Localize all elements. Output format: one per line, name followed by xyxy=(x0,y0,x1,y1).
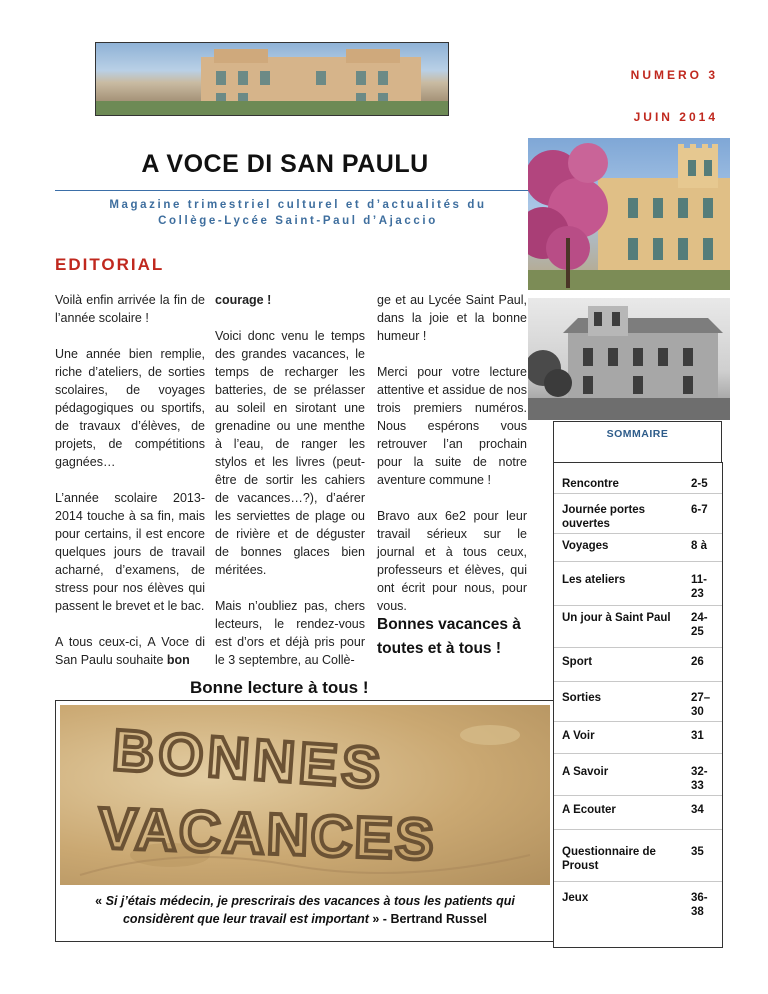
editorial-heading: EDITORIAL xyxy=(55,255,165,274)
caption-close: » - xyxy=(368,912,391,926)
sommaire-title: SOMMAIRE xyxy=(606,428,669,440)
sommaire-header-box xyxy=(553,421,722,463)
toc-page: 34 xyxy=(691,804,704,816)
toc-divider xyxy=(554,881,722,882)
photo-caption xyxy=(68,892,542,928)
toc-label: A Voir xyxy=(562,730,595,742)
bonne-lecture-heading: Bonne lecture à tous ! xyxy=(190,678,369,697)
editorial-column-1 xyxy=(55,291,205,669)
col3-paragraph-1: ge et au Lycée Saint Paul, dans la joie et la bonne humeur ! xyxy=(377,293,527,343)
col1-paragraph-4 xyxy=(55,633,205,669)
editorial-column-2 xyxy=(215,291,365,669)
col1-paragraph-1: Voilà enfin arrivée la fin de l’année scolaire ! xyxy=(55,293,205,325)
toc-divider xyxy=(554,561,722,562)
toc-label: Questionnaire de Proust xyxy=(562,846,656,872)
caption-quote: Si j’étais médecin, je prescrirais des vacances à tous les patients qui considèrent que leur travail est important xyxy=(105,894,515,926)
historic-photo xyxy=(528,298,730,420)
editorial-column-3 xyxy=(377,291,527,615)
toc-page: 27–30 xyxy=(691,692,711,718)
bonnes-vacances-closing: Bonnes vacances à toutes et à tous ! xyxy=(377,616,521,657)
col2-paragraph-2: Voici donc venu le temps des grandes vacances, le temps de recharger les batteries, de se prélasser au soleil en sirotant une grenadine ou une menthe à l’eau, de ranger les stylos et les livres (peut-être de sortir les cahiers de vacances…?), d’aérer les serviettes de plage ou de rivière et de déguster de bonnes glaces bien méritées. xyxy=(215,329,365,577)
toc-label: Journée portes ouvertes xyxy=(562,504,646,530)
toc-page: 8 à xyxy=(691,540,707,552)
toc-page: 36-38 xyxy=(691,892,708,918)
sand-photo xyxy=(60,705,550,885)
col1-paragraph-2: Une année bien remplie, riche d’ateliers, de sorties scolaires, de voyages pédagogiques ou sportifs, de travaux d’élèves, de projets, de compétitions gagnées… xyxy=(55,347,205,469)
subtitle-line-2: Collège-Lycée Saint-Paul d’Ajaccio xyxy=(158,215,438,227)
toc-divider xyxy=(554,681,722,682)
toc-page: 24-25 xyxy=(691,612,708,638)
magazine-subtitle xyxy=(58,197,538,229)
toc-label: A Ecouter xyxy=(562,804,616,816)
toc-label: Sorties xyxy=(562,692,601,704)
caption-open-quote: « xyxy=(95,894,106,908)
issue-date: JUIN 2014 xyxy=(633,110,718,124)
col2-paragraph-3: Mais n’oubliez pas, chers lecteurs, le rendez-vous est d’ors et déjà pris pour le 3 septembre, au Collè- xyxy=(215,599,365,667)
toc-page: 32-33 xyxy=(691,766,708,792)
col1-p4-text: A tous ceux-ci, A Voce di San Paulu souhaite xyxy=(55,635,205,667)
sand-writing-illustration xyxy=(60,705,550,885)
col1-p4-bold: bon xyxy=(166,653,190,667)
toc-page: 35 xyxy=(691,846,704,858)
header-photo xyxy=(95,42,449,116)
toc-divider xyxy=(554,605,722,606)
toc-label: Rencontre xyxy=(562,478,619,490)
sand-photo-frame xyxy=(55,700,555,942)
toc-label: Les ateliers xyxy=(562,574,626,586)
toc-divider xyxy=(554,829,722,830)
toc-page: 2-5 xyxy=(691,478,708,490)
caption-author: Bertrand Russel xyxy=(390,912,487,926)
magazine-title: A VOCE DI SAN PAULU xyxy=(141,150,429,178)
toc-divider xyxy=(554,493,722,494)
issue-number: NUMERO 3 xyxy=(630,68,718,82)
toc-divider xyxy=(554,533,722,534)
svg-text:VACANCES: VACANCES xyxy=(97,795,437,873)
toc-label: Un jour à Saint Paul xyxy=(562,612,671,624)
toc-label: Voyages xyxy=(562,540,609,552)
svg-text:BONNES: BONNES xyxy=(110,717,387,802)
toc-label: A Savoir xyxy=(562,766,609,778)
toc-page: 6-7 xyxy=(691,504,708,516)
castle-illustration xyxy=(528,138,730,290)
toc-label: Jeux xyxy=(562,892,589,904)
col3-paragraph-2: Merci pour votre lecture attentive et assidue de nos trois premiers numéros. Nous espérons vous retrouver l’an prochain pour la suite de notre aventure commune ! xyxy=(377,365,527,487)
toc-page: 11-23 xyxy=(691,574,707,600)
toc-page: 26 xyxy=(691,656,704,668)
col3-paragraph-3: Bravo aux 6e2 pour leur travail sérieux sur le journal et à tous ceux, professeurs et élèves, qui ont écrit pour nous, pour vous. xyxy=(377,509,527,613)
historic-building-illustration xyxy=(528,298,730,420)
toc-page: 31 xyxy=(691,730,704,742)
title-divider xyxy=(55,190,535,191)
toc-divider xyxy=(554,721,722,722)
col1-paragraph-3: L’année scolaire 2013-2014 touche à sa fin, mais pour certains, il est encore quelques jours de travail acharné, d’examens, de stress pour nos élèves qui passent le brevet et le bac. xyxy=(55,491,205,613)
subtitle-line-1: Magazine trimestriel culturel et d’actualités du xyxy=(109,199,487,211)
col2-paragraph-1: courage ! xyxy=(215,293,272,307)
table-of-contents xyxy=(553,462,723,948)
castle-photo xyxy=(528,138,730,290)
toc-label: Sport xyxy=(562,656,593,668)
toc-divider xyxy=(554,795,722,796)
toc-divider xyxy=(554,647,722,648)
toc-divider xyxy=(554,753,722,754)
